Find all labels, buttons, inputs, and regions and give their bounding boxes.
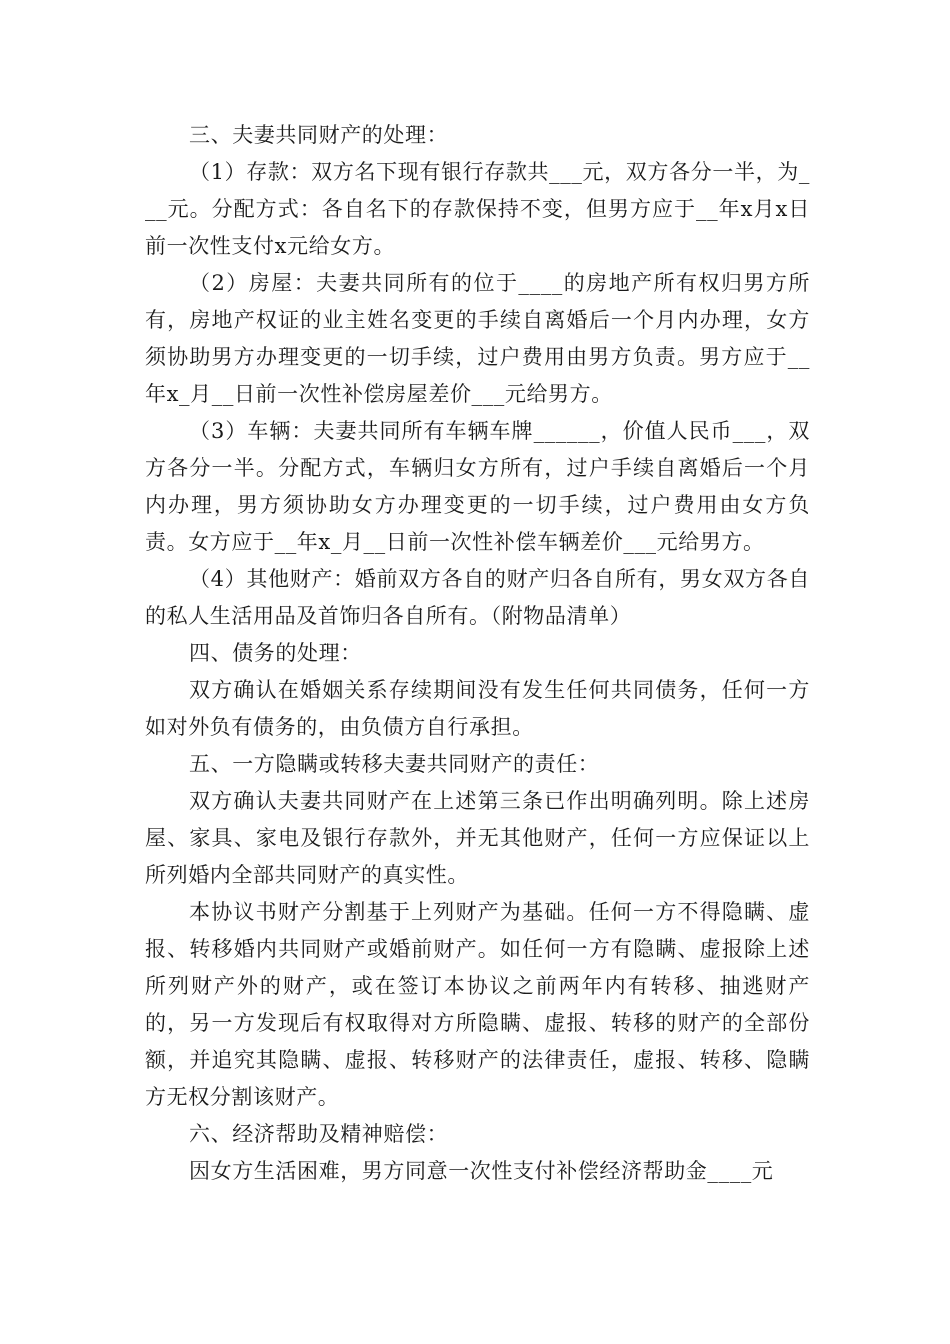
section-heading-debts: 四、债务的处理： [189, 641, 362, 665]
clause-economic-assistance: 因女方生活困难，男方同意一次性支付补偿经济帮助金____元 [189, 1159, 774, 1183]
section-heading-concealment: 五、一方隐瞒或转移夫妻共同财产的责任： [189, 752, 600, 776]
clause-other-property: （4）其他财产：婚前双方各自的财产归各自所有，男女双方各自的私人生活用品及首饰归各自所有。（附物品清单） [145, 567, 810, 628]
document-body [145, 117, 810, 1190]
clause-house: （2）房屋：夫妻共同所有的位于____的房地产所有权归男方所有，房地产权证的业主姓名变更的手续自离婚后一个月内办理，女方须协助男方办理变更的一切手续，过户费用由男方负责。男方应于__年x_月__日前一次性补偿房屋差价___元给男方。 [145, 271, 810, 406]
clause-property-confirmation: 双方确认夫妻共同财产在上述第三条已作出明确列明。除上述房屋、家具、家电及银行存款外，并无其他财产，任何一方应保证以上所列婚内全部共同财产的真实性。 [145, 789, 810, 887]
clause-vehicle: （3）车辆：夫妻共同所有车辆车牌______，价值人民币___，双方各分一半。分配方式，车辆归女方所有，过户手续自离婚后一个月内办理，男方须协助女方办理变更的一切手续，过户费用由女方负责。女方应于__年x_月__日前一次性补偿车辆差价___元给男方。 [145, 419, 810, 554]
clause-debts: 双方确认在婚姻关系存续期间没有发生任何共同债务，任何一方如对外负有债务的，由负债方自行承担。 [145, 678, 810, 739]
section-heading-compensation: 六、经济帮助及精神赔偿： [189, 1122, 449, 1146]
clause-deposits: （1）存款：双方名下现有银行存款共___元，双方各分一半，为___元。分配方式：各自名下的存款保持不变，但男方应于__年x月x日前一次性支付x元给女方。 [145, 160, 810, 258]
clause-concealment-liability: 本协议书财产分割基于上列财产为基础。任何一方不得隐瞒、虚报、转移婚内共同财产或婚前财产。如任何一方有隐瞒、虚报除上述所列财产外的财产，或在签订本协议之前两年内有转移、抽逃财产的，另一方发现后有权取得对方所隐瞒、虚报、转移的财产的全部份额，并追究其隐瞒、虚报、转移财产的法律责任，虚报、转移、隐瞒方无权分割该财产。 [145, 900, 810, 1109]
section-heading-joint-property: 三、夫妻共同财产的处理： [189, 123, 449, 147]
